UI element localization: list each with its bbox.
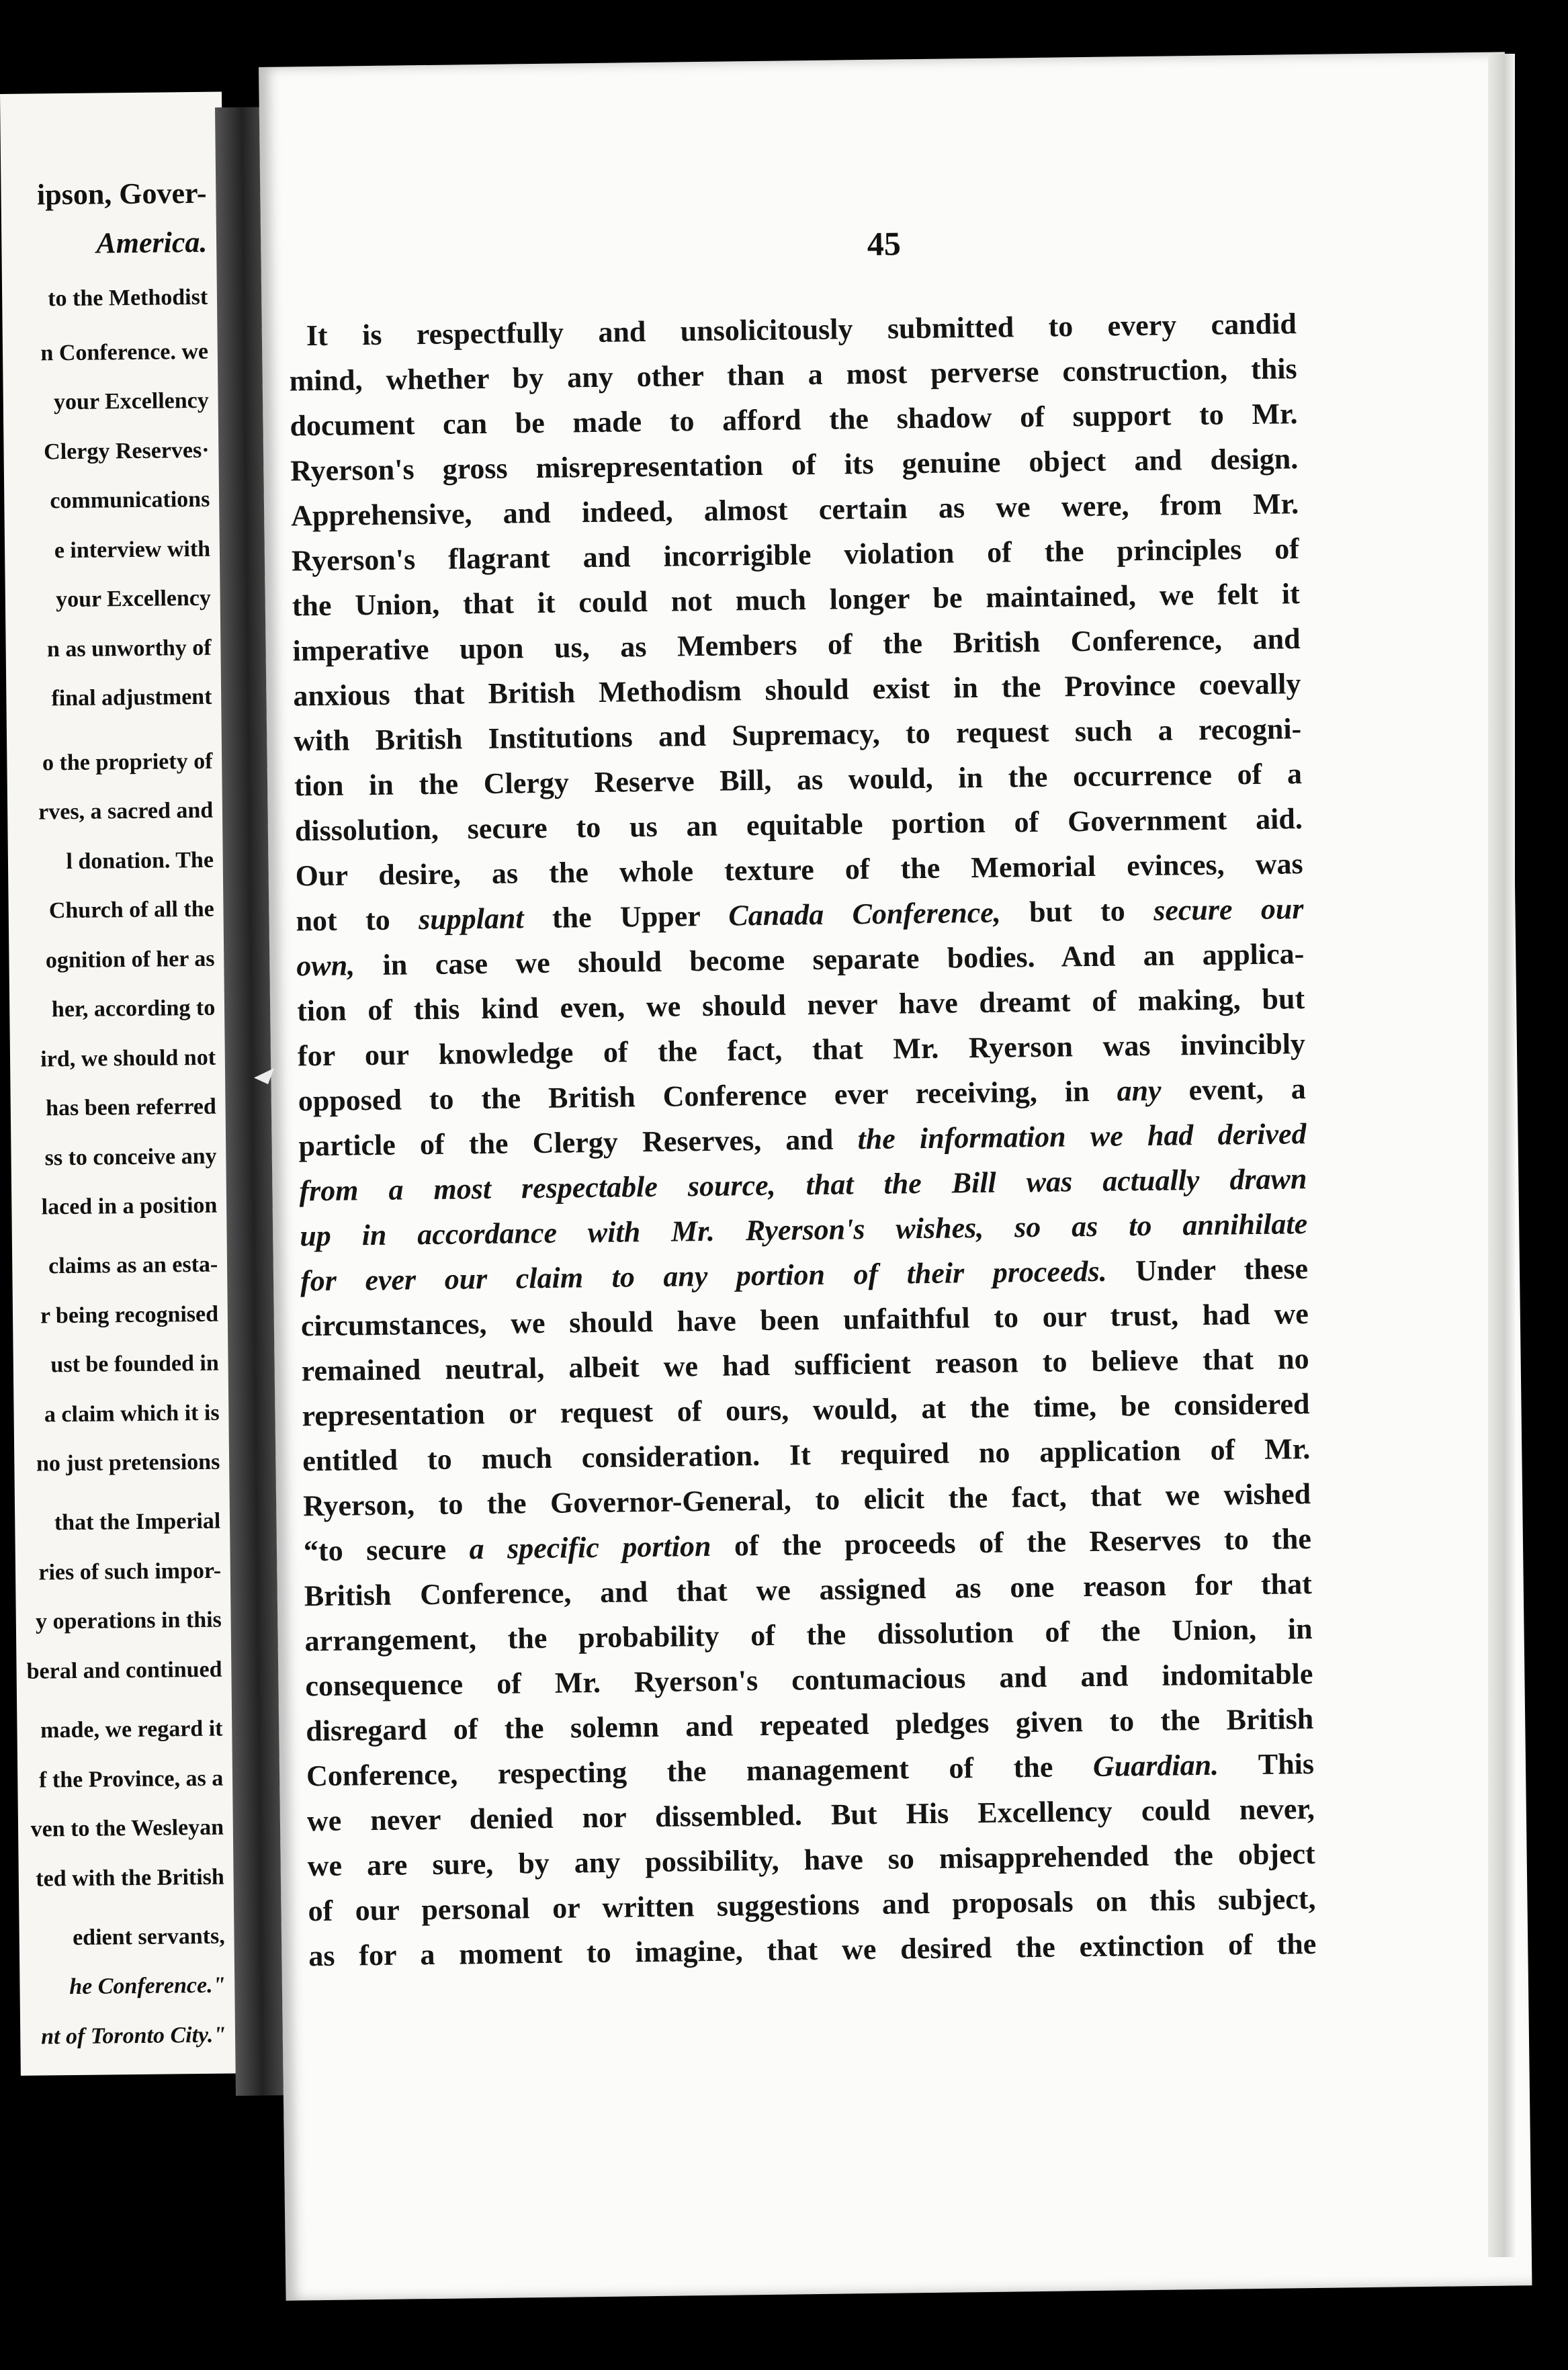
text-span: Ryerson, to the Governor-General, to elicit the fact, that we wished (302, 1477, 1311, 1523)
facing-page-line: your Excellency (55, 585, 212, 613)
facing-page-line: no just pretensions (36, 1449, 220, 1477)
text-span: we are sure, by any possibility, have so misapprehended the object (307, 1837, 1315, 1883)
facing-page-line: a claim which it is (44, 1400, 220, 1428)
facing-page-line: o the propriety of (42, 748, 213, 775)
facing-page-line: f the Province, as a (38, 1765, 224, 1793)
book-page (259, 52, 1532, 2300)
italic-text-span: own, (296, 949, 355, 983)
text-span: tion of this kind even, we should never have dreamt of making, but (296, 982, 1305, 1028)
facing-page-line: ries of such impor- (38, 1558, 222, 1585)
facing-page-line: nt of Toronto City." (40, 2022, 226, 2050)
facing-page-line: n Conference. we (40, 339, 209, 365)
text-span: but to (1000, 893, 1154, 929)
text-span: Apprehensive, and indeed, almost certain as we were, from Mr. (290, 487, 1299, 533)
facing-page-line: ted with the British (36, 1864, 225, 1892)
facing-page-line: beral and continued (26, 1657, 222, 1684)
facing-page-line: ird, we should not (40, 1045, 216, 1071)
facing-page-line: ipson, Gover- (36, 176, 207, 212)
text-span: document can be made to afford the shadow of support to Mr. (290, 397, 1298, 443)
text-span: not to (296, 903, 419, 938)
facing-page-line: America. (96, 226, 208, 260)
facing-page-line: made, we regard it (40, 1716, 223, 1743)
text-span: consequence of Mr. Ryerson's contumacious and and indomitable (305, 1657, 1313, 1703)
page-number: 45 (867, 224, 902, 263)
text-span: particle of the Clergy Reserves, and (298, 1123, 858, 1163)
text-span: British Conference, and that we assigned as one reason for that (304, 1567, 1312, 1613)
text-span: as for a moment to imagine, that we desired the extinction of the (308, 1927, 1317, 1973)
text-span: entitled to much consideration. It required no application of Mr. (302, 1432, 1311, 1478)
italic-text-span: for ever our claim to any portion of their proceeds. (300, 1254, 1107, 1298)
facing-page-line: ognition of her as (45, 946, 215, 973)
facing-page-line: ss to conceive any (44, 1143, 217, 1170)
text-span: event, a (1161, 1072, 1306, 1107)
facing-page-line: rves, a sacred and (38, 797, 214, 825)
page-edge (1488, 54, 1515, 2257)
facing-page-line: he Conference." (69, 1972, 226, 2000)
text-span: Ryerson's flagrant and incorrigible violation of the principles of (291, 532, 1300, 578)
facing-page-line: her, according to (51, 995, 216, 1022)
italic-text-span: secure our (1153, 892, 1304, 927)
text-span: This (1218, 1747, 1315, 1782)
text-span: Ryerson's gross misrepresentation of its genuine object and design. (290, 442, 1299, 488)
facing-page-line: laced in a position (41, 1192, 218, 1220)
text-span: opposed to the British Conference ever receiving, in (298, 1074, 1117, 1118)
text-span: mind, whether by any other than a most perverse construction, this (289, 352, 1297, 398)
facing-page-line: l donation. The (66, 847, 214, 874)
facing-page-fragment (0, 92, 243, 2076)
italic-text-span: from a most respectable source, that the Bill was actually drawn (299, 1162, 1307, 1208)
facing-page-line: communications (50, 486, 210, 514)
text-span: we never denied nor dissembled. But His Excellency could never, (306, 1792, 1315, 1838)
facing-page-line: ust be founded in (50, 1350, 219, 1378)
body-paragraph (289, 306, 1317, 1984)
facing-page-line: ven to the Wesleyan (30, 1814, 224, 1842)
text-span: of the proceeds of the Reserves to the (711, 1522, 1312, 1563)
text-span: tion in the Clergy Reserve Bill, as would, in the occurrence of a (294, 757, 1303, 803)
text-span: anxious that British Methodism should exist in the Province coevally (293, 667, 1301, 713)
italic-text-span: a specific portion (469, 1529, 711, 1566)
facing-page-line: edient servants, (72, 1923, 225, 1950)
facing-page-line: e interview with (54, 536, 211, 563)
text-span: arrangement, the probability of the dissolution of the Union, in (304, 1612, 1313, 1658)
facing-page-line: y operations in this (35, 1608, 222, 1635)
facing-page-line: your Excellency (53, 388, 209, 415)
italic-text-span: Canada Conference, (728, 895, 1002, 932)
facing-page-line: has been referred (45, 1094, 216, 1121)
text-span: dissolution, secure to us an equitable portion of Government aid. (294, 802, 1303, 848)
facing-page-line: Church of all the (48, 896, 214, 924)
text-span: It is respectfully and unsolicitously submitted to every candid (306, 307, 1297, 353)
italic-text-span: supplant (418, 902, 524, 936)
text-span: in case we should become separate bodies. And an applica- (354, 937, 1305, 982)
facing-page-line: claims as an esta- (48, 1252, 218, 1279)
text-span: remained neutral, albeit we had sufficient reason to believe that no (301, 1342, 1309, 1388)
text-span: Conference, respecting the management of the (306, 1750, 1094, 1793)
text-span: with British Institutions and Supremacy, to request such a recogni- (293, 712, 1302, 758)
facing-page-line: to the Methodist (48, 284, 208, 311)
italic-text-span: up in accordance with Mr. Ryerson's wishes, so as to annihilate (299, 1207, 1308, 1253)
text-span: for our knowledge of the fact, that Mr. Ryerson was invincibly (297, 1027, 1306, 1073)
text-span: representation or request of ours, would, at the time, be considered (302, 1387, 1310, 1433)
facing-page-line: r being recognised (40, 1301, 219, 1329)
facing-page-line: n as unworthy of (46, 635, 212, 662)
text-span: Under these (1106, 1252, 1309, 1288)
text-span: disregard of the solemn and repeated pledges given to the British (305, 1702, 1314, 1748)
italic-text-span: the information we had derived (857, 1117, 1307, 1156)
facing-page-line: Clergy Reserves· (43, 437, 210, 464)
facing-page-line: final adjustment (51, 684, 212, 711)
text-span: of our personal or written suggestions and proposals on this subject, (308, 1882, 1316, 1928)
text-span: the Union, that it could not much longer be maintained, we felt it (292, 577, 1300, 623)
text-span: Our desire, as the whole texture of the Memorial evinces, was (295, 847, 1303, 893)
text-span: circumstances, we should have been unfaithful to our trust, had we (300, 1297, 1309, 1343)
italic-text-span: Guardian. (1092, 1748, 1219, 1784)
facing-page-line: that the Imperial (54, 1509, 221, 1536)
text-span: imperative upon us, as Members of the British Conference, and (292, 622, 1301, 668)
text-span: “to secure (303, 1532, 470, 1568)
italic-text-span: any (1117, 1073, 1162, 1108)
text-span: the Upper (523, 899, 729, 935)
